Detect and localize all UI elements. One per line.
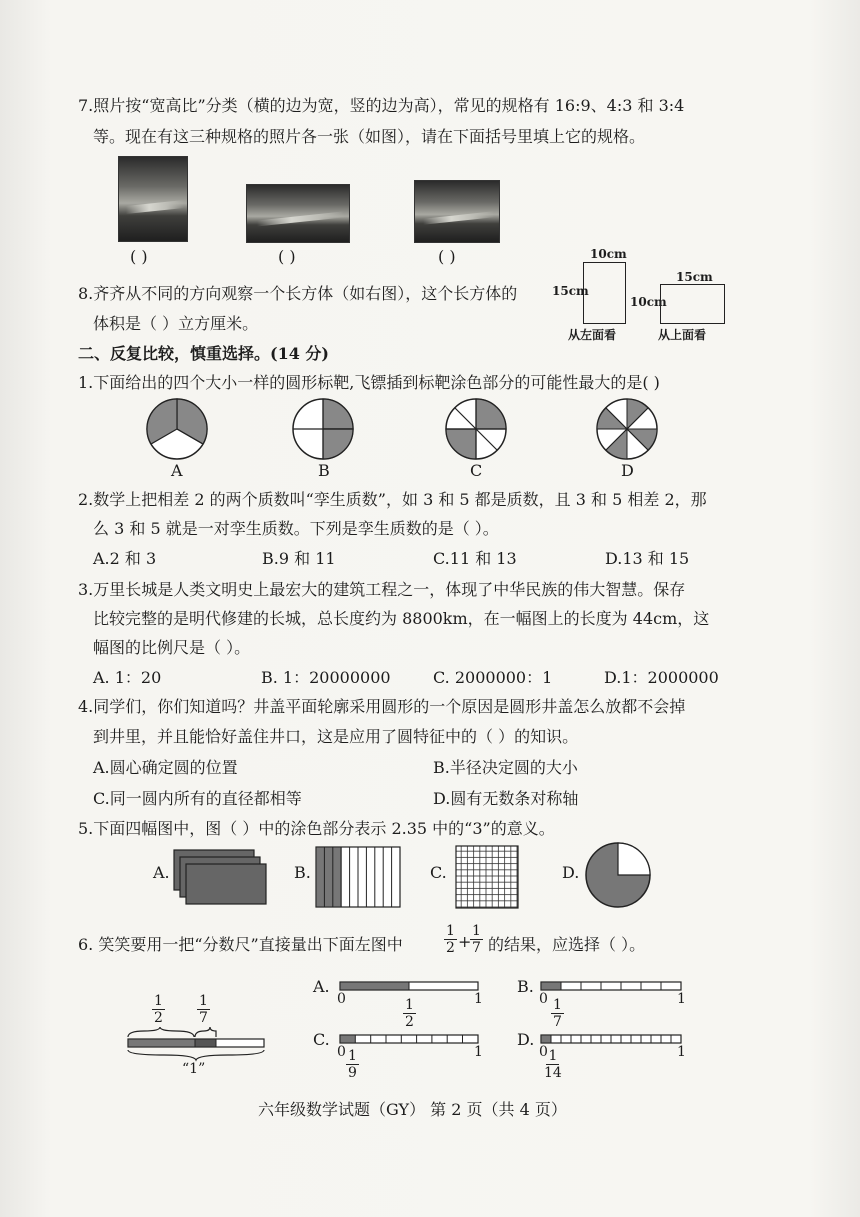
ruler-d-bar — [540, 1034, 684, 1046]
c3-option-b[interactable]: B. 1：20000000 — [261, 668, 391, 687]
target-b — [292, 398, 356, 462]
ruler-a-zero: 0 — [337, 991, 346, 1007]
c5-label-a: A. — [153, 863, 170, 882]
c3-line3: 幅图的比例尺是（ ）。 — [93, 638, 251, 657]
diagram-seventh-den: 7 — [199, 1010, 208, 1026]
photo-4-3 — [414, 180, 500, 243]
c6-fraction-1-num: 1 — [446, 923, 455, 939]
ruler-d-fraction — [544, 1048, 562, 1081]
q8-line1: 8.齐齐从不同的方向观察一个长方体（如右图），这个长方体的 — [78, 284, 518, 303]
left-view-caption: 从左面看 — [568, 328, 617, 342]
ruler-a-frac-den: 2 — [405, 1014, 414, 1030]
ruler-a-one: 1 — [474, 991, 483, 1007]
c5-figure-c — [455, 845, 519, 909]
c2-line2: 么 3 和 5 就是一对孪生质数。下列是孪生质数的是（ ）。 — [93, 519, 499, 538]
target-c-label: C — [470, 461, 483, 480]
ruler-d-one: 1 — [677, 1044, 686, 1060]
c6-fraction-2 — [470, 923, 483, 956]
ruler-c-bar — [339, 1034, 481, 1046]
c6-text-pre: 6. 笑笑要用一把“分数尺”直接量出下面左图中 — [78, 935, 403, 954]
photo-3-4 — [118, 156, 188, 242]
diagram-fraction-seventh — [197, 993, 210, 1026]
c5-label-c: C. — [430, 863, 447, 882]
c5-text: 5.下面四幅图中，图（ ）中的涂色部分表示 2.35 中的“3”的意义。 — [78, 819, 555, 838]
ruler-b-label: B. — [517, 977, 534, 996]
ruler-d-frac-den: 14 — [544, 1065, 562, 1081]
diagram-fraction-half — [152, 993, 165, 1026]
ruler-d-zero: 0 — [539, 1044, 548, 1060]
c3-option-a[interactable]: A. 1：20 — [93, 668, 162, 687]
ruler-b-zero: 0 — [539, 991, 548, 1007]
diagram-bar — [124, 1025, 270, 1061]
ruler-b-frac-den: 7 — [553, 1014, 562, 1030]
target-b-label: B — [318, 461, 330, 480]
c1-text: 1.下面给出的四个大小一样的圆形标靶,飞镖插到标靶涂色部分的可能性最大的是( ) — [78, 373, 660, 392]
ruler-c-one: 1 — [474, 1044, 483, 1060]
left-view-side-label: 15cm — [552, 284, 589, 298]
page-footer: 六年级数学试题（GY） 第 2 页（共 4 页） — [258, 1100, 567, 1119]
section-2-title: 二、反复比较，慎重选择。(14 分) — [78, 344, 329, 363]
c4-option-b[interactable]: B.半径决定圆的大小 — [433, 758, 578, 777]
c4-line1: 4.同学们，你们知道吗？井盖平面轮廓采用圆形的一个原因是圆形井盖怎么放都不会掉 — [78, 697, 686, 716]
diagram-half-num: 1 — [154, 993, 163, 1009]
top-view-top-label: 15cm — [676, 270, 713, 284]
c6-text-post: 的结果，应选择（ ）。 — [488, 935, 646, 954]
c2-option-b[interactable]: B.9 和 11 — [262, 549, 336, 568]
c6-fraction-2-num: 1 — [472, 923, 481, 939]
target-d-label: D — [621, 461, 634, 480]
target-c — [445, 398, 509, 462]
diagram-whole-label: “1” — [182, 1061, 206, 1077]
ruler-b-bar — [540, 981, 684, 993]
c5-figure-d — [585, 842, 653, 910]
q7-blank-2[interactable]: ( ) — [278, 247, 296, 266]
diagram-half-den: 2 — [154, 1010, 163, 1026]
c5-figure-a — [172, 848, 268, 908]
ruler-a-bar — [339, 981, 481, 993]
c6-fraction-1-den: 2 — [446, 940, 455, 956]
c6-fraction-2-den: 7 — [472, 940, 481, 956]
diagram-seventh-num: 1 — [199, 993, 208, 1009]
c4-line2: 到井里，并且能恰好盖住井口，这是应用了圆特征中的（ ）的知识。 — [93, 727, 579, 746]
ruler-c-zero: 0 — [337, 1044, 346, 1060]
ruler-a-fraction — [403, 997, 416, 1030]
ruler-a-frac-num: 1 — [405, 997, 414, 1013]
c4-option-a[interactable]: A.圆心确定圆的位置 — [93, 758, 238, 777]
q8-line2[interactable]: 体积是（ ）立方厘米。 — [93, 314, 259, 333]
q7-blank-3[interactable]: ( ) — [438, 247, 456, 266]
top-view-caption: 从上面看 — [658, 328, 707, 342]
ruler-b-fraction — [551, 997, 564, 1030]
c5-label-b: B. — [294, 863, 311, 882]
c3-option-c[interactable]: C. 2000000：1 — [433, 668, 553, 687]
ruler-c-label: C. — [313, 1030, 330, 1049]
q7-line1: 7.照片按“宽高比”分类（横的边为宽，竖的边为高），常见的规格有 16:9、4:3 和 3:4 — [78, 96, 685, 115]
left-view-rect — [583, 262, 626, 324]
photo-16-9 — [246, 184, 350, 243]
ruler-b-one: 1 — [677, 991, 686, 1007]
c2-option-a[interactable]: A.2 和 3 — [93, 549, 157, 568]
target-d — [596, 398, 660, 462]
c5-label-d: D. — [562, 863, 580, 882]
ruler-c-frac-num: 1 — [348, 1048, 357, 1064]
ruler-a-label: A. — [313, 977, 330, 996]
c5-figure-b — [315, 846, 401, 908]
c4-option-d[interactable]: D.圆有无数条对称轴 — [433, 789, 579, 808]
c6-fraction-1 — [444, 923, 457, 956]
c6-plus: + — [458, 932, 472, 951]
ruler-c-frac-den: 9 — [348, 1065, 357, 1081]
ruler-d-label: D. — [517, 1030, 535, 1049]
c3-option-d[interactable]: D.1：2000000 — [604, 668, 719, 687]
target-a-label: A — [171, 461, 183, 480]
c3-line2: 比较完整的是明代修建的长城，总长度约为 8800km，在一幅图上的长度为 44cm，这 — [93, 609, 710, 628]
q7-line2: 等。现在有这三种规格的照片各一张（如图），请在下面括号里填上它的规格。 — [93, 127, 646, 146]
q7-blank-1[interactable]: ( ) — [130, 247, 148, 266]
c4-option-c[interactable]: C.同一圆内所有的直径都相等 — [93, 789, 302, 808]
ruler-b-frac-num: 1 — [553, 997, 562, 1013]
left-view-top-label: 10cm — [590, 247, 627, 261]
c2-option-d[interactable]: D.13 和 15 — [605, 549, 690, 568]
ruler-c-fraction — [346, 1048, 359, 1081]
top-view-side-label: 10cm — [630, 295, 667, 309]
target-a — [146, 398, 210, 462]
c3-line1: 3.万里长城是人类文明史上最宏大的建筑工程之一，体现了中华民族的伟大智慧。保存 — [78, 580, 686, 599]
top-view-rect — [660, 284, 725, 324]
c2-option-c[interactable]: C.11 和 13 — [433, 549, 517, 568]
c2-line1: 2.数学上把相差 2 的两个质数叫“孪生质数”，如 3 和 5 都是质数，且 3 和 5 相差 2，那 — [78, 490, 707, 509]
ruler-d-frac-num: 1 — [548, 1048, 558, 1064]
